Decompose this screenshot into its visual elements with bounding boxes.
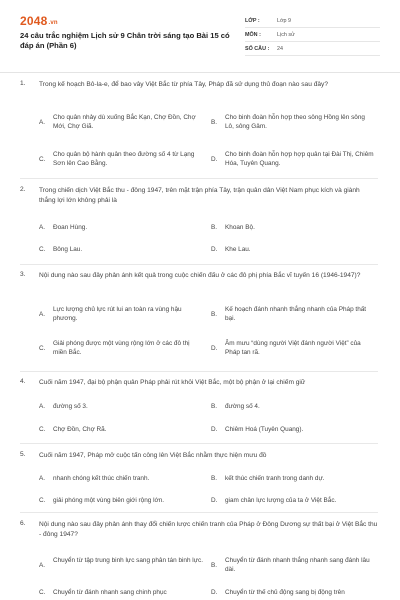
option-text: Chuyển từ đánh nhanh sang chinh phục [53, 589, 167, 596]
option-letter: D. [211, 497, 218, 504]
question-divider [20, 512, 378, 513]
question-number: 2. [20, 186, 26, 193]
option-text: Lực lượng chủ lực rút lui an toàn ra vùng hậu phương. [53, 306, 182, 323]
meta-key: MÔN : [245, 31, 261, 38]
meta-value: 24 [277, 45, 283, 52]
option-letter: B. [211, 224, 218, 231]
question-divider [20, 264, 378, 265]
option-letter: A. [39, 475, 46, 482]
option-letter: B. [211, 562, 218, 569]
header-divider [0, 72, 400, 73]
option-text: Chuyển từ tập trung binh lực sang phân tán binh lực. [53, 557, 203, 564]
option-text: Chuyển từ thế chủ động sang bị động trên [225, 589, 345, 596]
option-text: Chợ Đồn, Chợ Rã. [53, 426, 107, 433]
option-text: Bông Lau. [53, 246, 83, 253]
logo-text: 2048 [20, 14, 48, 28]
option-letter: C. [39, 156, 46, 163]
meta-row-grade [245, 14, 380, 28]
option-letter: D. [211, 426, 218, 433]
option-letter: D. [211, 156, 218, 163]
option-letter: C. [39, 345, 46, 352]
option-letter: D. [211, 589, 218, 596]
question-number: 6. [20, 520, 26, 527]
logo-extension: .vn [48, 20, 58, 26]
option-letter: C. [39, 246, 46, 253]
question-divider [20, 371, 378, 372]
option-text: Cho quân nhảy dù xuống Bắc Kạn, Chợ Đồn, Chợ Mới, Chợ Giã. [53, 114, 196, 131]
question-divider [20, 178, 378, 179]
question-1 [20, 80, 378, 176]
option-letter: B. [211, 475, 218, 482]
option-text: giải phóng một vùng biên giới rộng lớn. [53, 497, 165, 504]
option-letter: B. [211, 403, 218, 410]
option-letter: C. [39, 426, 46, 433]
meta-value: Lịch sử [277, 31, 295, 38]
option-letter: C. [39, 589, 46, 596]
option-letter: B. [211, 311, 218, 318]
question-number: 1. [20, 80, 26, 87]
option-letter: A. [39, 119, 46, 126]
question-text: Nội dung nào sau đây phản ánh thay đổi chiến lược chiến tranh của Pháp ở Đông Dương sự thất bại ở Việt Bắc thu - đông 1947? [39, 521, 378, 538]
meta-key: SỐ CÂU : [245, 45, 270, 52]
option-text: Khe Lau. [225, 246, 251, 253]
option-text: kết thúc chiến tranh trong danh dự. [225, 475, 325, 482]
question-text: Nội dung nào sau đây phản ánh kết quả trong cuộc chiến đấu ở các đô phị phía Bắc vĩ tuyến 16 (1946-1947)? [39, 272, 361, 279]
question-number: 3. [20, 271, 26, 278]
option-letter: A. [39, 403, 46, 410]
meta-value: Lớp 9 [277, 17, 292, 24]
option-text: Chiêm Hoá (Tuyên Quang). [225, 426, 304, 433]
option-letter: A. [39, 562, 46, 569]
meta-row-subject [245, 28, 380, 42]
meta-row-count [245, 42, 380, 56]
option-letter: D. [211, 345, 218, 352]
option-text: giam chân lực lượng của ta ở Việt Bắc. [225, 497, 337, 504]
option-letter: D. [211, 246, 218, 253]
option-text: Âm mưu “dùng người Việt đánh người Việt” của Pháp tan rã. [225, 340, 361, 357]
option-text: Cho quân bộ hành quân theo đường số 4 từ Lạng Sơn lên Cao Bằng. [53, 151, 195, 168]
option-text: Khoan Bộ. [225, 224, 255, 231]
option-text: nhanh chóng kết thúc chiến tranh. [53, 475, 150, 482]
question-text: Cuối năm 1947, Pháp mở cuộc tấn công lên Việt Bắc nhằm thực hiện mưu đồ [39, 452, 267, 459]
question-number: 4. [20, 378, 26, 385]
option-letter: A. [39, 311, 46, 318]
question-text: Trong chiến dịch Việt Bắc thu - đông 1947, trên mặt trận phía Tây, trận quân dân Việt Nam phục kích và giành thắng lợi lớn không phải là [39, 187, 360, 204]
option-text: Chuyển từ đánh nhanh thắng nhanh sang đánh lâu dài. [225, 557, 370, 574]
question-text: Trong kế hoạch Bô-la-e, để bao vây Việt Bắc từ phía Tây, Pháp đã sử dụng thủ đoạn nào sau đây? [39, 81, 329, 88]
option-text: đường số 3. [53, 403, 88, 410]
question-4 [20, 378, 378, 442]
option-text: Kế hoạch đánh nhanh thắng nhanh của Pháp thất bại. [225, 306, 367, 323]
option-letter: B. [211, 119, 218, 126]
meta-key: LỚP : [245, 17, 260, 24]
document-title: 24 câu trắc nghiệm Lịch sử 9 Chân trời sáng tạo Bài 15 có đáp án (Phần 6) [20, 31, 230, 50]
option-text: Cho binh đoàn hỗn hợp theo sông Hồng lên sông Lô, sông Gâm. [225, 114, 365, 131]
question-3 [20, 271, 378, 369]
question-6 [20, 520, 378, 600]
question-5 [20, 451, 378, 511]
option-text: Cho binh đoàn hỗn hợp hợp quân tại Đài Thị, Chiêm Hóa, Tuyên Quang. [225, 151, 374, 168]
meta-table [245, 14, 380, 56]
option-text: Giải phóng được một vùng rộng lớn ở các đô thị miền Bắc. [53, 340, 190, 357]
option-letter: A. [39, 224, 46, 231]
document-header [20, 14, 382, 60]
site-logo[interactable] [20, 14, 58, 28]
question-text: Cuối năm 1947, đại bộ phận quân Pháp phải rút khỏi Việt Bắc, một bộ phận ở lại chiếm giữ [39, 379, 306, 386]
option-text: đường số 4. [225, 403, 260, 410]
question-divider [20, 443, 378, 444]
option-text: Đoan Hùng. [53, 224, 88, 231]
question-number: 5. [20, 451, 26, 458]
option-letter: C. [39, 497, 46, 504]
question-2 [20, 186, 378, 262]
